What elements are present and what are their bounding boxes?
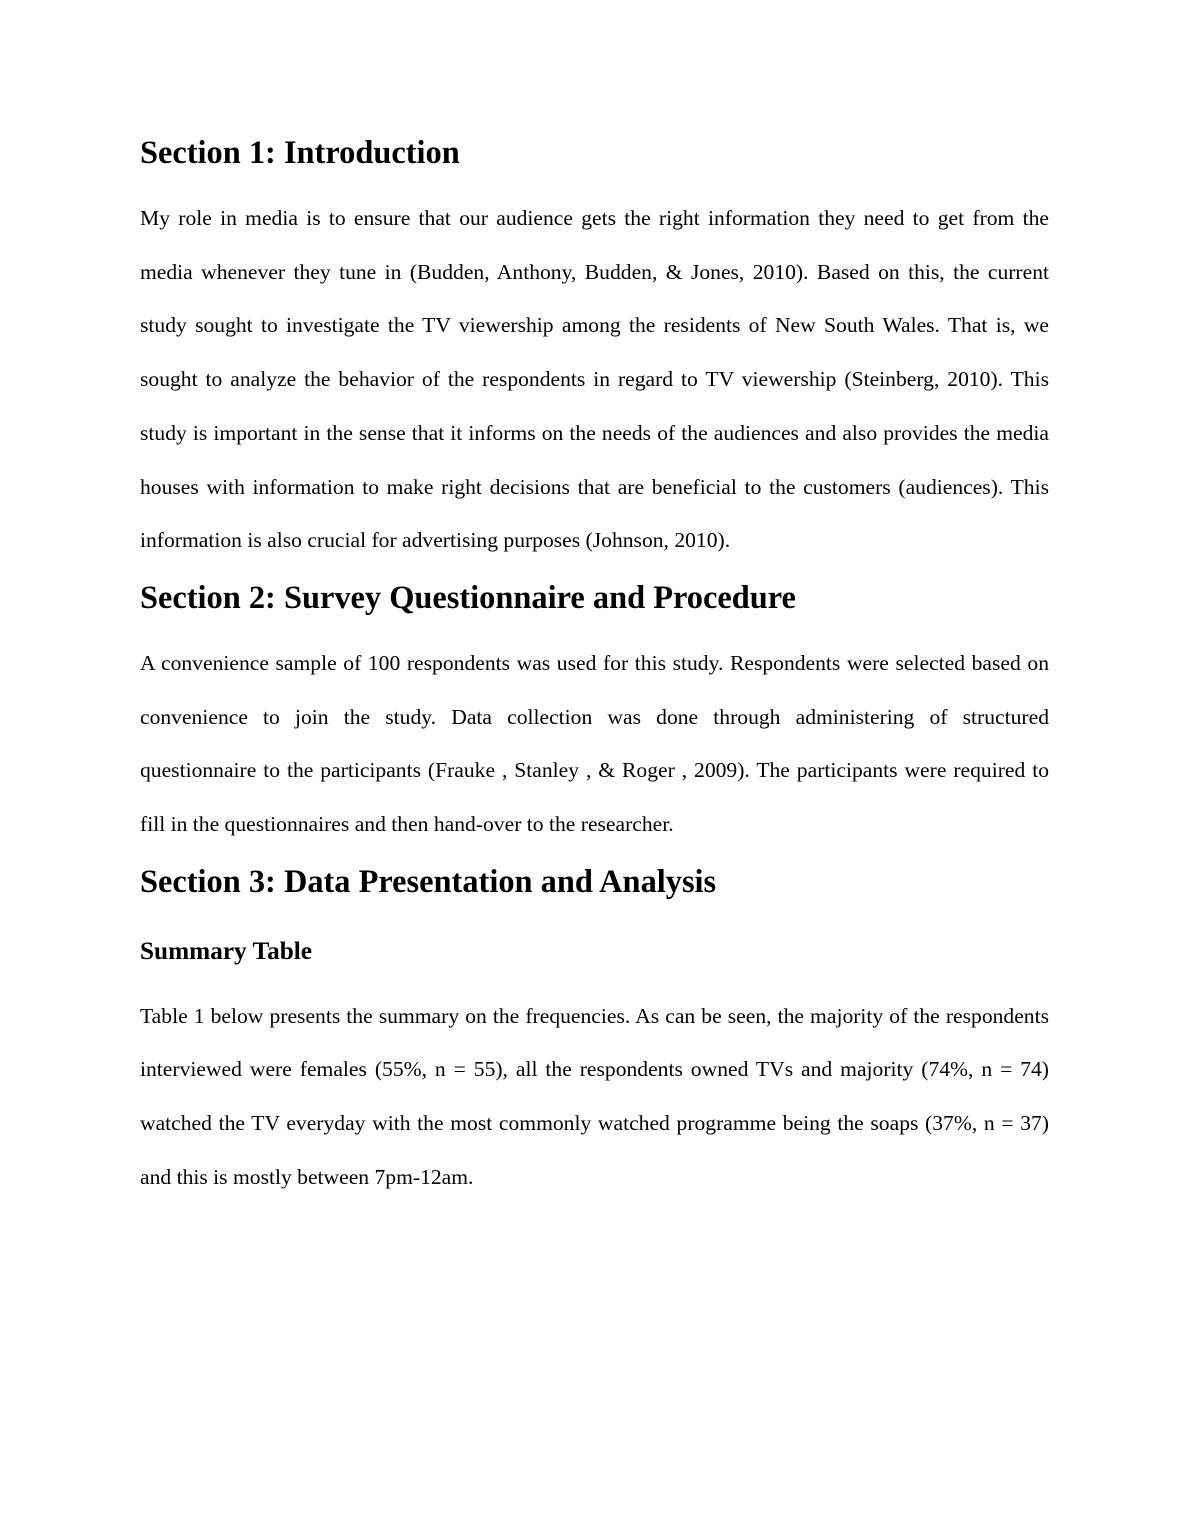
section-2-paragraph: A convenience sample of 100 respondents was used for this study. Respondents were selected based on convenience to join the study. Data collection was done through administering of structured questionnaire to the participants (Frauke , Stanley , & Roger , 2009). The participants were required to fill in the questionnaires and then hand-over to the researcher. — [140, 650, 1049, 837]
section-2-heading: Section 2: Survey Questionnaire and Procedure — [140, 579, 796, 616]
section-3-paragraph: Table 1 below presents the summary on the frequencies. As can be seen, the majority of the respondents interviewed were females (55%, n = 55), all the respondents owned TVs and majority (74%, n = 74) watched the TV everyday with the most commonly watched programme being the soaps (37%, n = 37) and this is mostly between 7pm-12am. — [140, 1003, 1049, 1189]
section-1-heading: Section 1: Introduction — [140, 135, 460, 171]
document-page — [140, 136, 1049, 1205]
summary-table-subheading: Summary Table — [140, 936, 312, 965]
section-1-paragraph: My role in media is to ensure that our audience gets the right information they need to get from the media whenever they tune in (Budden, Anthony, Budden, & Jones, 2010). Based on this, the current study sought to investigate the TV viewership among the residents of New South Wales. That is, we sought to analyze the behavior of the respondents in regard to TV viewership (Steinberg, 2010). This study is important in the sense that it informs on the needs of the audiences and also provides the media houses with information to make right decisions that are beneficial to the customers (audiences). This information is also crucial for advertising purposes (Johnson, 2010). — [140, 206, 1049, 553]
section-3-heading: Section 3: Data Presentation and Analysis — [140, 863, 717, 900]
